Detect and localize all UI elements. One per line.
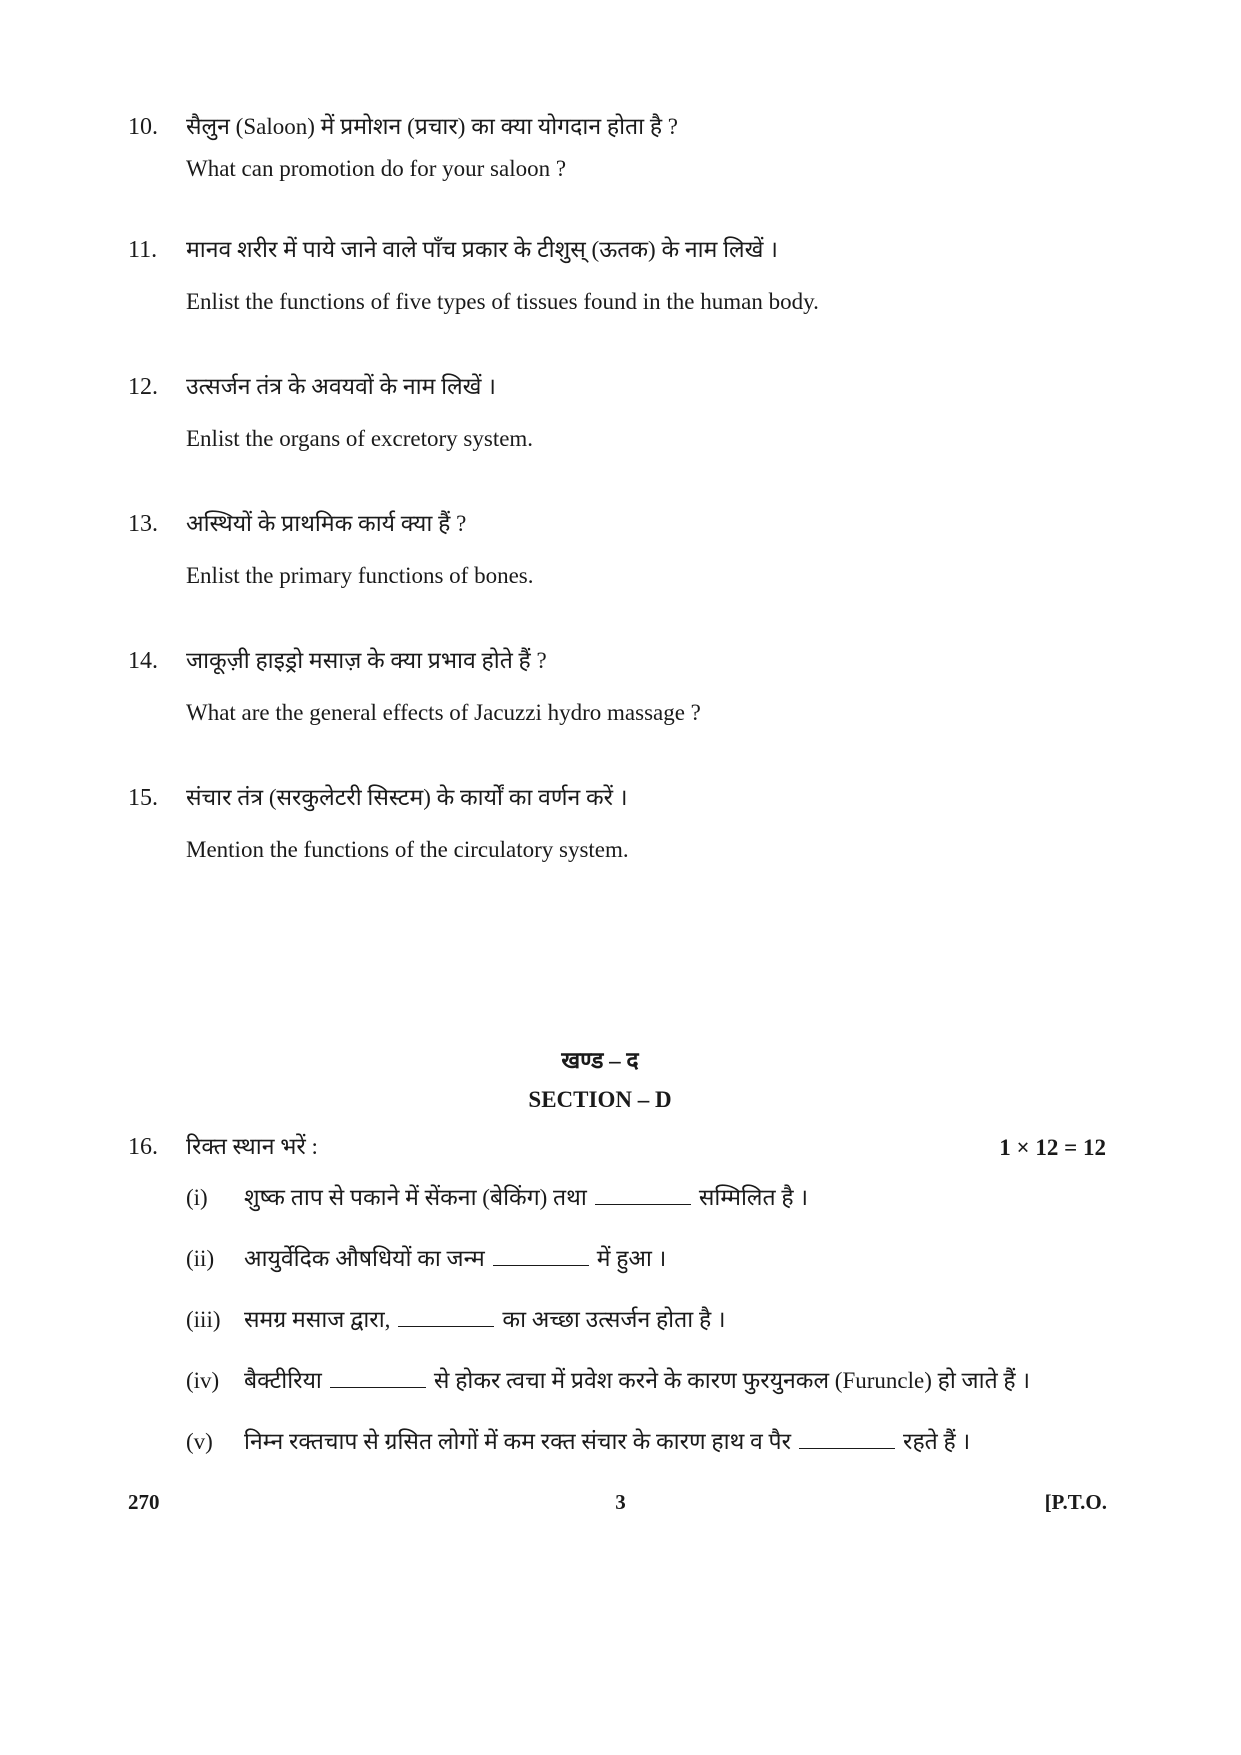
marks-allocation: 1 × 12 = 12 (999, 1135, 1106, 1160)
answer-blank (493, 1247, 589, 1266)
item-text-after: का अच्छा उत्सर्जन होता है । (502, 1307, 726, 1332)
question-text-hindi: सैलुन (Saloon) में प्रमोशन (प्रचार) का क्या योगदान होता है ? (186, 114, 679, 139)
question-text-english: What are the general effects of Jacuzzi hydro massage ? (186, 700, 701, 725)
section-heading-hindi: खण्ड – द (561, 1048, 639, 1073)
section-heading-english: SECTION – D (528, 1087, 672, 1112)
question-number: 13. (128, 511, 158, 537)
question-text-english: Enlist the organs of excretory system. (186, 426, 534, 451)
fill-blank-item (186, 1427, 970, 1457)
answer-blank (330, 1369, 426, 1388)
item-text-before: शुष्क ताप से पकाने में सेंकना (बेकिंग) तथा (244, 1185, 587, 1210)
item-numeral: (iii) (186, 1307, 221, 1332)
fill-blank-item (186, 1305, 726, 1335)
question-text-hindi: उत्सर्जन तंत्र के अवयवों के नाम लिखें । (186, 374, 496, 399)
item-numeral: (iv) (186, 1368, 220, 1393)
question-text-english: Enlist the primary functions of bones. (186, 563, 534, 588)
question-text-hindi: रिक्त स्थान भरें : (186, 1134, 318, 1159)
item-text-after: में हुआ । (596, 1246, 667, 1271)
question-text-english: Mention the functions of the circulatory system. (186, 837, 629, 862)
question-text-hindi: अस्थियों के प्राथमिक कार्य क्या हैं ? (186, 511, 467, 536)
page-number: 3 (615, 1490, 626, 1514)
question-text-hindi: जाकूज़ी हाइड्रो मसाज़ के क्या प्रभाव होते हैं ? (186, 648, 547, 673)
please-turn-over: [P.T.O. (1044, 1490, 1107, 1514)
item-text-after: से होकर त्वचा में प्रवेश करने के कारण फुरयुनकल (Furuncle) हो जाते हैं । (433, 1368, 1031, 1393)
question-text-hindi: संचार तंत्र (सरकुलेटरी सिस्टम) के कार्यों का वर्णन करें । (186, 785, 628, 810)
item-text-after: रहते हैं । (903, 1429, 971, 1454)
question-number: 12. (128, 374, 158, 400)
item-numeral: (i) (186, 1185, 208, 1210)
item-text-before: आयुर्वेदिक औषधियों का जन्म (244, 1246, 485, 1271)
item-numeral: (v) (186, 1429, 213, 1454)
item-text-before: निम्न रक्तचाप से ग्रसित लोगों में कम रक्त संचार के कारण हाथ व पैर (244, 1429, 792, 1454)
fill-blank-item (186, 1183, 808, 1213)
item-numeral: (ii) (186, 1246, 215, 1271)
question-number: 10. (128, 114, 158, 140)
question-number: 15. (128, 785, 158, 811)
item-text-before: समग्र मसाज द्वारा, (244, 1307, 391, 1332)
question-number: 11. (128, 237, 158, 263)
question-number: 14. (128, 648, 158, 674)
answer-blank (595, 1186, 691, 1205)
paper-code: 270 (128, 1490, 160, 1514)
question-number: 16. (128, 1134, 158, 1160)
question-text-english: Enlist the functions of five types of tissues found in the human body. (186, 289, 819, 314)
question-text-english: What can promotion do for your saloon ? (186, 156, 567, 181)
fill-blank-item (186, 1366, 1030, 1396)
item-text-before: बैक्टीरिया (244, 1368, 322, 1393)
answer-blank (799, 1430, 895, 1449)
fill-blank-item (186, 1244, 666, 1274)
answer-blank (398, 1308, 494, 1327)
item-text-after: सम्मिलित है । (698, 1185, 809, 1210)
question-text-hindi: मानव शरीर में पाये जाने वाले पाँच प्रकार के टीशुस् (ऊतक) के नाम लिखें । (186, 237, 778, 262)
